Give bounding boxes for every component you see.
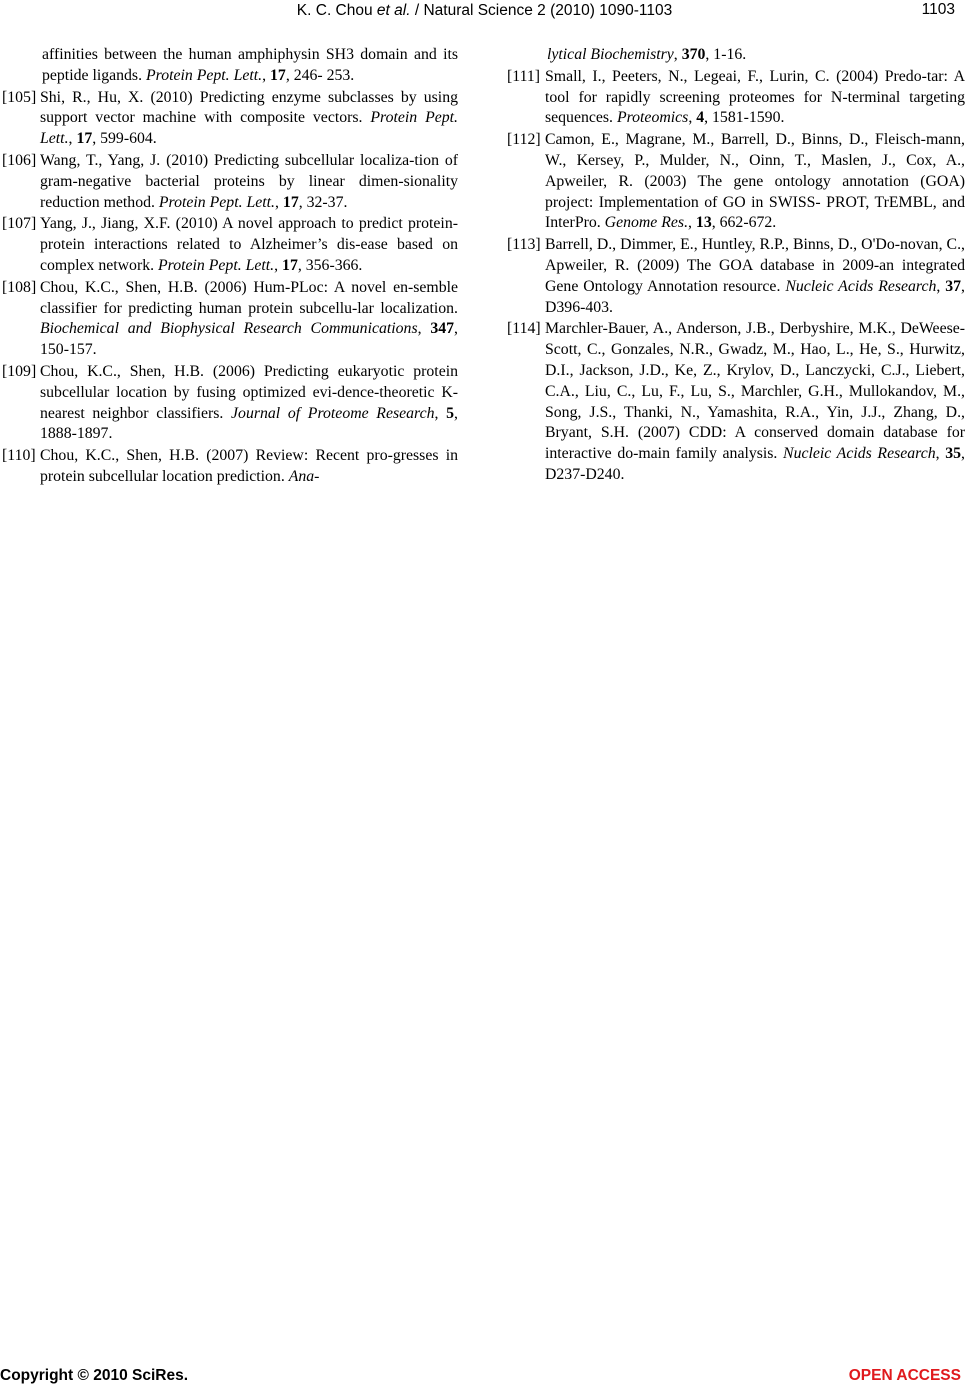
reference-number: [110]	[2, 447, 36, 465]
reference-journal: Journal of Proteome Research	[231, 404, 435, 422]
title-authors: K. C. Chou	[296, 2, 377, 19]
reference-body: Yang, J., Jiang, X.F. (2010) A novel approach to predict protein-protein interactions related to Alzheimer’s dis-ease based on complex network. Protein Pept. Lett., 17, 356-366.	[40, 215, 458, 274]
reference-body: Barrell, D., Dimmer, E., Huntley, R.P., Binns, D., O'Do-novan, C., Apweiler, R. (2009) The GOA database in 2009-an integrated Gene Ontology Annotation resource. Nucleic Acids Research, 37, D396-403.	[545, 236, 965, 316]
reference-item	[2, 278, 458, 361]
reference-pages: , 356-366.	[297, 256, 363, 274]
reference-number: [105]	[2, 88, 37, 106]
reference-number: [109]	[2, 362, 37, 380]
reference-pages: , 32-37.	[298, 193, 348, 211]
left-reference-list	[2, 88, 458, 488]
reference-number: [112]	[507, 131, 541, 149]
reference-item	[507, 130, 965, 234]
copyright-notice: Copyright © 2010 SciRes.	[0, 1367, 189, 1384]
left-column	[2, 45, 458, 489]
reference-volume: 347	[430, 320, 455, 338]
reference-volume: 17	[282, 256, 298, 274]
title-et-al: et al.	[376, 2, 411, 19]
reference-sep: ,	[673, 46, 682, 63]
reference-volume: 35	[945, 445, 962, 463]
reference-journal: Proteomics	[616, 109, 689, 127]
reference-body: Small, I., Peeters, N., Legeai, F., Lurin, C. (2004) Predo-tar: A tool for rapidly screening proteomes for N-terminal targeting sequences. Proteomics, 4, 1581-1590.	[545, 67, 965, 127]
reference-pages: , 1888-1897.	[40, 404, 458, 443]
open-access-label: OPEN ACCESS	[848, 1367, 961, 1384]
right-reference-list	[507, 67, 965, 486]
reference-body: Camon, E., Magrane, M., Barrell, D., Binns, D., Fleisch-mann, W., Kersey, P., Mulder, N., Oinn, T., Maslen, J., Cox, A., Apweiler, R. (2003) The gene ontology annotation (GOA) project: Implementation of GO in SWISS- PROT, TrEMBL, and InterPro. Genome Res., 13, 662-672.	[545, 131, 965, 232]
reference-text: Barrell, D., Dimmer, E., Huntley, R.P., Binns, D., O'Do-novan, C., Apweiler, R. (2009) The GOA database in 2009-an integrated Gene Ontology Annotation resource.	[545, 236, 965, 295]
page-number: 1103	[921, 1, 955, 18]
reference-text: Marchler-Bauer, A., Anderson, J.B., Derbyshire, M.K., DeWeese-Scott, C., Gonzales, N.R., Gwadz, M., Hao, L., He, S., Hurwitz, D.I., Jackson, J.D., Ke, Z., Krylov, D., Lanczycki, C.J., Liebert, C.A., Liu, C., Lu, F., Lu, S., Marchler, G.H., Mullokandov, M., Song, J.S., Thanki, N., Yamashita, R.A., Yin, J.J., Zhang, D., Bryant, S.H. (2007) CDD: A conserved domain database for interactive do-main family analysis.	[545, 320, 965, 463]
reference-volume: 4	[696, 109, 705, 127]
reference-journal: lytical Biochemistry	[547, 46, 674, 63]
reference-text: Small, I., Peeters, N., Legeai, F., Lurin, C. (2004) Predo-tar: A tool for rapidly screening proteomes for N-terminal targeting sequences.	[545, 67, 965, 127]
reference-journal: Nucleic Acids Research	[785, 277, 937, 295]
reference-pages: , D396-403.	[545, 277, 965, 316]
reference-body	[40, 446, 458, 488]
reference-continuation	[507, 45, 965, 66]
right-column	[507, 45, 965, 487]
reference-pages: , D237-D240.	[545, 445, 965, 483]
reference-item	[2, 362, 458, 445]
reference-body: Marchler-Bauer, A., Anderson, J.B., Derbyshire, M.K., DeWeese-Scott, C., Gonzales, N.R., Gwadz, M., Hao, L., He, S., Hurwitz, D.I., Jackson, J.D., Ke, Z., Krylov, D., Lanczycki, C.J., Liebert, C.A., Liu, C., Lu, F., Lu, S., Marchler, G.H., Mullokandov, M., Song, J.S., Thanki, N., Yamashita, R.A., Yin, J.J., Zhang, D., Bryant, S.H. (2007) CDD: A conserved domain database for interactive do-main family analysis. Nucleic Acids Research, 35, D237-D240.	[545, 320, 965, 483]
reference-journal: Protein Pept. Lett.	[40, 109, 458, 148]
reference-text: Wang, T., Yang, J. (2010) Predicting subcellular localiza-tion of gram-negative bacterial proteins by linear dimen-sionality reduction method.	[40, 151, 458, 211]
reference-journal: Protein Pept. Lett.	[145, 66, 263, 84]
reference-body: Shi, R., Hu, X. (2010) Predicting enzyme subclasses by using support vector machine with composite vectors. Protein Pept. Lett., 17, 599-604.	[40, 88, 458, 148]
reference-text: Chou, K.C., Shen, H.B. (2007) Review: Recent pro-gresses in protein subcellular location prediction.	[40, 447, 458, 485]
reference-item	[507, 319, 965, 485]
reference-volume: 13	[695, 214, 712, 232]
reference-item	[2, 446, 458, 488]
reference-journal: Protein Pept. Lett.	[158, 256, 275, 274]
reference-pages: , 662-672.	[711, 214, 777, 232]
reference-journal: Protein Pept. Lett.	[158, 193, 276, 211]
reference-volume: 17	[76, 130, 93, 148]
reference-number: [113]	[507, 236, 541, 254]
reference-item	[507, 67, 965, 129]
reference-volume: 5	[446, 404, 455, 422]
reference-number: [107]	[2, 215, 37, 233]
reference-pages: , 599-604.	[92, 130, 157, 148]
reference-item	[2, 151, 458, 213]
reference-volume: 17	[270, 66, 286, 84]
reference-journal: Nucleic Acids Research	[783, 445, 936, 463]
reference-number: [114]	[507, 320, 541, 338]
reference-text: Shi, R., Hu, X. (2010) Predicting enzyme subclasses by using support vector machine with composite vectors.	[40, 88, 458, 127]
reference-journal: Genome Res.	[604, 214, 689, 232]
reference-volume: 370	[681, 46, 706, 63]
running-title	[0, 2, 969, 20]
reference-text: Chou, K.C., Shen, H.B. (2006) Predicting eukaryotic protein subcellular location by fusing optimized evi-dence-theoretic K-nearest neighbor classifiers.	[40, 362, 458, 422]
reference-journal: Biochemical and Biophysical Research Communications	[40, 320, 418, 338]
reference-pages: , 1-16.	[705, 46, 747, 63]
reference-body: Chou, K.C., Shen, H.B. (2006) Hum-PLoc: A novel en-semble classifier for predicting human protein subcellu-lar localization. Biochemical and Biophysical Research Communications, 347, 150-157.	[40, 278, 458, 359]
reference-text: Yang, J., Jiang, X.F. (2010) A novel approach to predict protein-protein interactions related to Alzheimer’s dis-ease based on complex network.	[40, 215, 458, 274]
reference-pages: , 150-157.	[40, 320, 458, 359]
reference-sep: ,	[262, 66, 271, 84]
reference-item	[2, 214, 458, 276]
reference-journal: Ana-	[288, 467, 320, 485]
reference-number: [108]	[2, 278, 37, 296]
reference-pages: , 1581-1590.	[704, 109, 785, 127]
reference-text: Chou, K.C., Shen, H.B. (2006) Hum-PLoc: A novel en-semble classifier for predicting human protein subcellu-lar localization.	[40, 278, 458, 317]
reference-number: [106]	[2, 151, 37, 169]
reference-volume: 17	[282, 193, 299, 211]
reference-item	[507, 235, 965, 318]
reference-text: affinities between the human amphiphysin SH3 domain and its peptide ligands.	[42, 46, 458, 84]
title-journal: / Natural Science 2 (2010) 1090-1103	[410, 2, 673, 19]
reference-body: Chou, K.C., Shen, H.B. (2006) Predicting eukaryotic protein subcellular location by fusing optimized evi-dence-theoretic K-nearest neighbor classifiers. Journal of Proteome Research, 5, 1888-1897.	[40, 362, 458, 443]
page-header	[0, 0, 969, 22]
reference-body: Wang, T., Yang, J. (2010) Predicting subcellular localiza-tion of gram-negative bacterial proteins by linear dimen-sionality reduction method. Protein Pept. Lett., 17, 32-37.	[40, 151, 458, 211]
reference-number: [111]	[507, 67, 541, 85]
reference-pages: , 246- 253.	[285, 66, 355, 84]
reference-text: Camon, E., Magrane, M., Barrell, D., Binns, D., Fleisch-mann, W., Kersey, P., Mulder, N., Oinn, T., Maslen, J., Cox, A., Apweiler, R. (2003) The gene ontology annotation (GOA) project: Implementation of GO in SWISS- PROT, TrEMBL, and InterPro.	[545, 131, 965, 232]
reference-continuation	[2, 45, 458, 87]
reference-item	[2, 88, 458, 150]
reference-volume: 37	[945, 277, 962, 295]
